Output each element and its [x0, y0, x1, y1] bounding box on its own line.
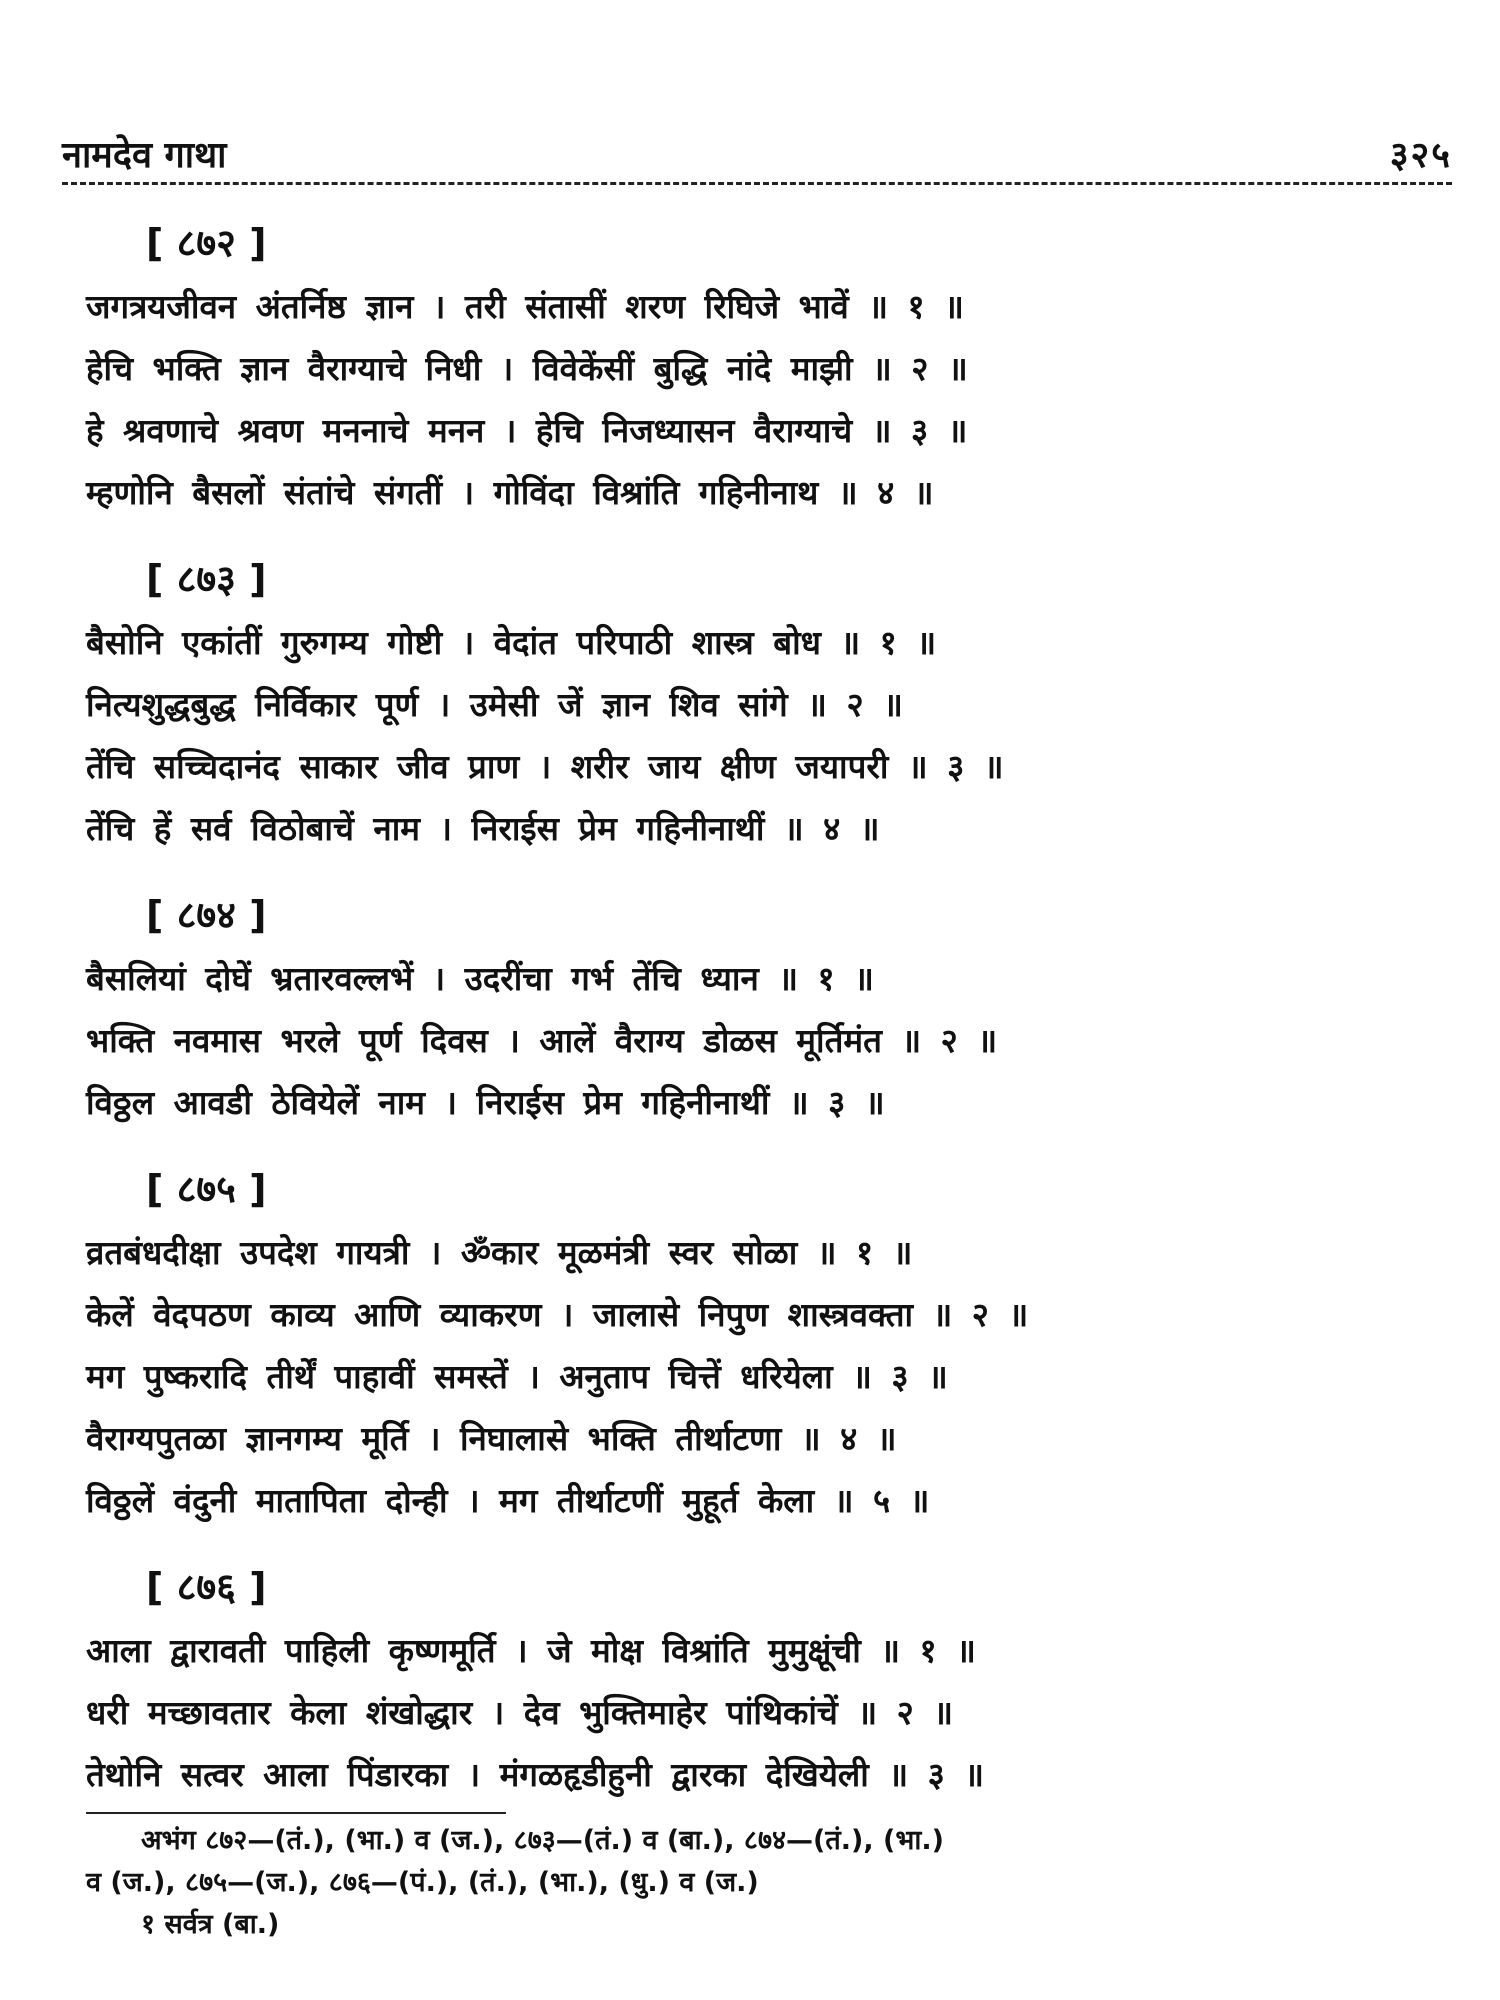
verse-line: भक्ति नवमास भरले पूर्ण दिवस । आलें वैराग्य डोळस मूर्तिमंत ॥ २ ॥ [86, 1021, 998, 1060]
abhang-number: [ ८७४ ] [146, 893, 267, 937]
abhang-number: [ ८७५ ] [146, 1167, 267, 1211]
verse-line: नित्यशुद्धबुद्ध निर्विकार पूर्ण । उमेसी जें ज्ञान शिव सांगे ॥ २ ॥ [86, 685, 903, 724]
footnote-line: व (ज.), ८७५—(ज.), ८७६—(पं.), (तं.), (भा.), (धु.) व (ज.) [86, 1867, 759, 1898]
abhang-876 [86, 1554, 1466, 1806]
verse-line: जगत्रयजीवन अंतर्निष्ठ ज्ञान । तरी संतासीं शरण रिघिजे भावें ॥ १ ॥ [86, 287, 964, 326]
verse-line: आला द्वारावती पाहिली कृष्णमूर्ति । जे मोक्ष विश्रांति मुमुक्षूंची ॥ १ ॥ [86, 1631, 976, 1670]
header-divider [62, 182, 1452, 185]
verse-line: विठ्ठल आवडी ठेवियेलें नाम । निराईस प्रेम गहिनीनाथीं ॥ ३ ॥ [86, 1083, 885, 1122]
verse-line: तेंचि सच्चिदानंद साकार जीव प्राण । शरीर जाय क्षीण जयापरी ॥ ३ ॥ [86, 747, 1004, 786]
verse-line: विठ्ठलें वंदुनी मातापिता दोन्ही । मग तीर्थाटणीं मुहूर्त केला ॥ ५ ॥ [86, 1481, 930, 1520]
abhang-875 [86, 1156, 1466, 1532]
verse-line: तेंचि हें सर्व विठोबाचें नाम । निराईस प्रेम गहिनीनाथीं ॥ ४ ॥ [86, 809, 880, 848]
verse-line: तेथोनि सत्वर आला पिंडारका । मंगळहृडीहुनी द्वारका देखियेली ॥ ३ ॥ [86, 1755, 984, 1794]
verse-line: धरी मच्छावतार केला शंखोद्धार । देव भुक्तिमाहेर पांथिकांचें ॥ २ ॥ [86, 1693, 954, 1732]
verse-line: मग पुष्करादि तीर्थें पाहावीं समस्तें । अनुताप चित्तें धरियेला ॥ ३ ॥ [86, 1357, 948, 1396]
abhang-number: [ ८७२ ] [146, 221, 267, 265]
abhang-872 [86, 210, 1466, 524]
footnote-divider [86, 1812, 506, 1814]
abhang-874 [86, 882, 1466, 1134]
verse-line: केलें वेदपठण काव्य आणि व्याकरण । जालासे निपुण शास्त्रवक्ता ॥ २ ॥ [86, 1295, 1029, 1334]
abhang-number: [ ८७३ ] [146, 557, 267, 601]
abhang-list [86, 210, 1466, 1828]
verse-line: व्रतबंधदीक्षा उपदेश गायत्री । ॐकार मूळमंत्री स्वर सोळा ॥ १ ॥ [86, 1233, 913, 1272]
page-header [62, 118, 1452, 178]
verse-line: बैसलियां दोघें भ्रतारवल्लभें । उदरींचा गर्भ तेंचि ध्यान ॥ १ ॥ [86, 959, 874, 998]
abhang-number: [ ८७६ ] [146, 1565, 267, 1609]
abhang-873 [86, 546, 1466, 860]
running-title: नामदेव गाथा [62, 135, 227, 176]
footnote-line: अभंग ८७२—(तं.), (भा.) व (ज.), ८७३—(तं.) व (बा.), ८७४—(तं.), (भा.) [141, 1825, 944, 1856]
verse-line: हेचि भक्ति ज्ञान वैराग्याचे निधी । विवेकेंसीं बुद्धि नांदे माझी ॥ २ ॥ [86, 349, 968, 388]
verse-line: वैराग्यपुतळा ज्ञानगम्य मूर्ति । निघालासे भक्ति तीर्थाटणा ॥ ४ ॥ [86, 1419, 897, 1458]
footnotes [86, 1820, 1466, 1946]
page-number: ३२५ [1389, 135, 1452, 176]
verse-line: बैसोनि एकांतीं गुरुगम्य गोष्टी । वेदांत परिपाठी शास्त्र बोध ॥ १ ॥ [86, 623, 937, 662]
verse-line: हे श्रवणाचे श्रवण मननाचे मनन । हेचि निजध्यासन वैराग्याचे ॥ ३ ॥ [86, 411, 968, 450]
verse-line: म्हणोनि बैसलों संतांचे संगतीं । गोविंदा विश्रांति गहिनीनाथ ॥ ४ ॥ [86, 473, 934, 512]
footnote-line: १ सर्वत्र (बा.) [141, 1909, 280, 1940]
